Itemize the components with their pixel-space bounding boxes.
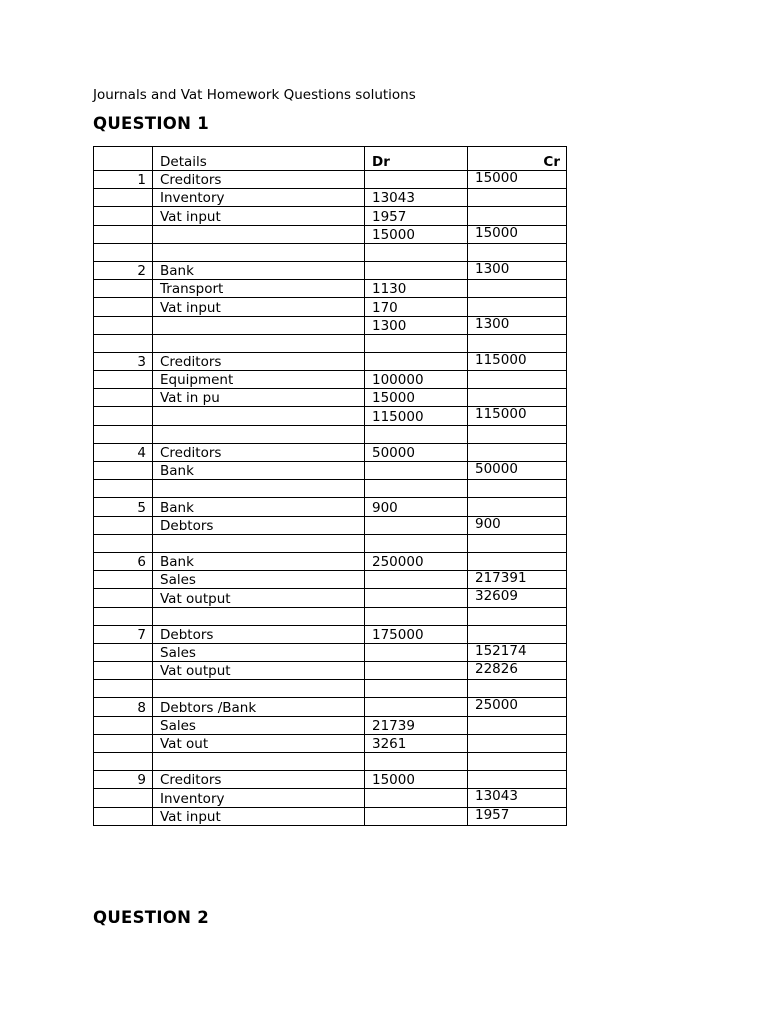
table-row — [94, 753, 567, 771]
row-number — [94, 643, 153, 661]
row-debit: 15000 — [365, 771, 468, 789]
table-row — [94, 443, 567, 461]
table-header-row — [94, 147, 567, 171]
row-number — [94, 789, 153, 807]
row-debit: 250000 — [365, 552, 468, 570]
row-number: 4 — [94, 443, 153, 461]
row-details: Transport — [153, 280, 365, 298]
row-number — [94, 389, 153, 407]
row-debit — [365, 753, 468, 771]
row-details — [153, 680, 365, 698]
table-row — [94, 389, 567, 407]
row-details: Vat in pu — [153, 389, 365, 407]
row-details: Bank — [153, 552, 365, 570]
row-credit — [468, 753, 567, 771]
row-debit: 1300 — [365, 316, 468, 334]
row-number: 9 — [94, 771, 153, 789]
table-row — [94, 371, 567, 389]
row-debit — [365, 607, 468, 625]
row-number — [94, 734, 153, 752]
table-row — [94, 789, 567, 807]
row-number: 6 — [94, 552, 153, 570]
row-credit — [468, 716, 567, 734]
row-debit — [365, 480, 468, 498]
row-credit — [468, 680, 567, 698]
row-debit — [365, 462, 468, 480]
table-row — [94, 680, 567, 698]
row-credit: 15000 — [468, 225, 567, 243]
row-number — [94, 589, 153, 607]
table-row — [94, 571, 567, 589]
table-row — [94, 552, 567, 570]
journal-body — [94, 171, 567, 826]
table-row — [94, 225, 567, 243]
row-details: Bank — [153, 462, 365, 480]
row-debit: 175000 — [365, 625, 468, 643]
table-row — [94, 243, 567, 261]
table-row — [94, 407, 567, 425]
row-number — [94, 534, 153, 552]
row-credit: 1957 — [468, 807, 567, 825]
row-credit — [468, 771, 567, 789]
row-credit — [468, 480, 567, 498]
table-row — [94, 425, 567, 443]
row-number — [94, 716, 153, 734]
document-title: Journals and Vat Homework Questions solutions — [93, 87, 416, 103]
table-row — [94, 625, 567, 643]
row-number — [94, 753, 153, 771]
header-dr: Dr — [365, 147, 468, 171]
table-row — [94, 334, 567, 352]
table-row — [94, 771, 567, 789]
table-row — [94, 498, 567, 516]
table-row — [94, 734, 567, 752]
row-debit — [365, 516, 468, 534]
row-debit — [365, 352, 468, 370]
row-debit — [365, 261, 468, 279]
row-debit — [365, 334, 468, 352]
row-credit — [468, 625, 567, 643]
row-details: Debtors /Bank — [153, 698, 365, 716]
question-1-heading: QUESTION 1 — [93, 114, 210, 133]
row-debit: 1957 — [365, 207, 468, 225]
row-credit — [468, 334, 567, 352]
row-credit — [468, 280, 567, 298]
table-row — [94, 462, 567, 480]
row-debit: 1130 — [365, 280, 468, 298]
row-number — [94, 243, 153, 261]
table-row — [94, 534, 567, 552]
row-details: Debtors — [153, 516, 365, 534]
row-details: Sales — [153, 643, 365, 661]
row-credit: 217391 — [468, 571, 567, 589]
row-debit: 100000 — [365, 371, 468, 389]
row-debit — [365, 171, 468, 189]
row-number — [94, 807, 153, 825]
row-credit: 22826 — [468, 662, 567, 680]
row-number: 1 — [94, 171, 153, 189]
row-debit: 13043 — [365, 189, 468, 207]
row-debit — [365, 662, 468, 680]
row-debit — [365, 643, 468, 661]
header-num — [94, 147, 153, 171]
row-debit: 115000 — [365, 407, 468, 425]
row-details — [153, 334, 365, 352]
row-credit — [468, 189, 567, 207]
row-details: Creditors — [153, 771, 365, 789]
row-credit — [468, 243, 567, 261]
table-row — [94, 316, 567, 334]
row-details: Vat output — [153, 662, 365, 680]
row-details — [153, 243, 365, 261]
row-number — [94, 607, 153, 625]
row-number — [94, 571, 153, 589]
row-debit — [365, 425, 468, 443]
row-details: Vat out — [153, 734, 365, 752]
row-debit — [365, 680, 468, 698]
table-row — [94, 589, 567, 607]
row-number — [94, 298, 153, 316]
row-number: 2 — [94, 261, 153, 279]
row-debit: 15000 — [365, 225, 468, 243]
row-number — [94, 316, 153, 334]
row-details: Inventory — [153, 789, 365, 807]
row-number — [94, 189, 153, 207]
table-row — [94, 643, 567, 661]
table-row — [94, 480, 567, 498]
table-row — [94, 207, 567, 225]
row-details: Creditors — [153, 171, 365, 189]
row-debit — [365, 571, 468, 589]
row-number: 5 — [94, 498, 153, 516]
row-number: 8 — [94, 698, 153, 716]
row-credit — [468, 389, 567, 407]
row-number — [94, 334, 153, 352]
table-row — [94, 189, 567, 207]
row-number — [94, 680, 153, 698]
table-row — [94, 807, 567, 825]
row-credit — [468, 207, 567, 225]
row-credit: 1300 — [468, 261, 567, 279]
row-debit — [365, 698, 468, 716]
row-debit — [365, 807, 468, 825]
row-credit: 152174 — [468, 643, 567, 661]
question-2-heading: QUESTION 2 — [93, 908, 210, 927]
row-number — [94, 280, 153, 298]
row-credit: 13043 — [468, 789, 567, 807]
row-details — [153, 480, 365, 498]
row-debit: 900 — [365, 498, 468, 516]
row-details: Equipment — [153, 371, 365, 389]
row-details: Bank — [153, 261, 365, 279]
table-row — [94, 261, 567, 279]
table-row — [94, 516, 567, 534]
row-debit: 3261 — [365, 734, 468, 752]
row-details: Bank — [153, 498, 365, 516]
row-debit — [365, 243, 468, 261]
table-row — [94, 662, 567, 680]
row-details — [153, 425, 365, 443]
row-details: Vat input — [153, 807, 365, 825]
table-row — [94, 352, 567, 370]
row-credit — [468, 734, 567, 752]
table-row — [94, 698, 567, 716]
row-details: Creditors — [153, 443, 365, 461]
row-details — [153, 607, 365, 625]
row-credit: 115000 — [468, 407, 567, 425]
row-number — [94, 480, 153, 498]
row-number — [94, 462, 153, 480]
row-details: Sales — [153, 571, 365, 589]
table-row — [94, 298, 567, 316]
row-debit: 21739 — [365, 716, 468, 734]
row-number — [94, 371, 153, 389]
row-number — [94, 516, 153, 534]
row-details: Vat input — [153, 298, 365, 316]
header-cr: Cr — [468, 147, 567, 171]
row-debit — [365, 589, 468, 607]
row-debit: 170 — [365, 298, 468, 316]
row-credit: 32609 — [468, 589, 567, 607]
row-credit — [468, 298, 567, 316]
table-row — [94, 607, 567, 625]
row-credit — [468, 443, 567, 461]
row-details — [153, 753, 365, 771]
row-number — [94, 225, 153, 243]
row-number: 3 — [94, 352, 153, 370]
row-credit: 25000 — [468, 698, 567, 716]
row-credit: 900 — [468, 516, 567, 534]
row-credit — [468, 534, 567, 552]
row-details: Sales — [153, 716, 365, 734]
row-credit: 115000 — [468, 352, 567, 370]
row-details: Creditors — [153, 352, 365, 370]
row-credit — [468, 607, 567, 625]
row-debit — [365, 534, 468, 552]
row-details — [153, 225, 365, 243]
row-credit — [468, 498, 567, 516]
row-details — [153, 316, 365, 334]
row-debit: 50000 — [365, 443, 468, 461]
header-details: Details — [153, 147, 365, 171]
table-row — [94, 280, 567, 298]
table-row — [94, 171, 567, 189]
row-credit — [468, 371, 567, 389]
row-number — [94, 662, 153, 680]
row-debit — [365, 789, 468, 807]
row-number: 7 — [94, 625, 153, 643]
table-row — [94, 716, 567, 734]
row-details — [153, 407, 365, 425]
row-credit: 1300 — [468, 316, 567, 334]
row-credit — [468, 552, 567, 570]
row-number — [94, 407, 153, 425]
row-details — [153, 534, 365, 552]
journal-table — [93, 146, 567, 826]
row-details: Vat input — [153, 207, 365, 225]
row-credit: 50000 — [468, 462, 567, 480]
row-details: Vat output — [153, 589, 365, 607]
row-debit: 15000 — [365, 389, 468, 407]
row-credit: 15000 — [468, 171, 567, 189]
row-details: Debtors — [153, 625, 365, 643]
row-number — [94, 207, 153, 225]
row-details: Inventory — [153, 189, 365, 207]
row-number — [94, 425, 153, 443]
row-credit — [468, 425, 567, 443]
